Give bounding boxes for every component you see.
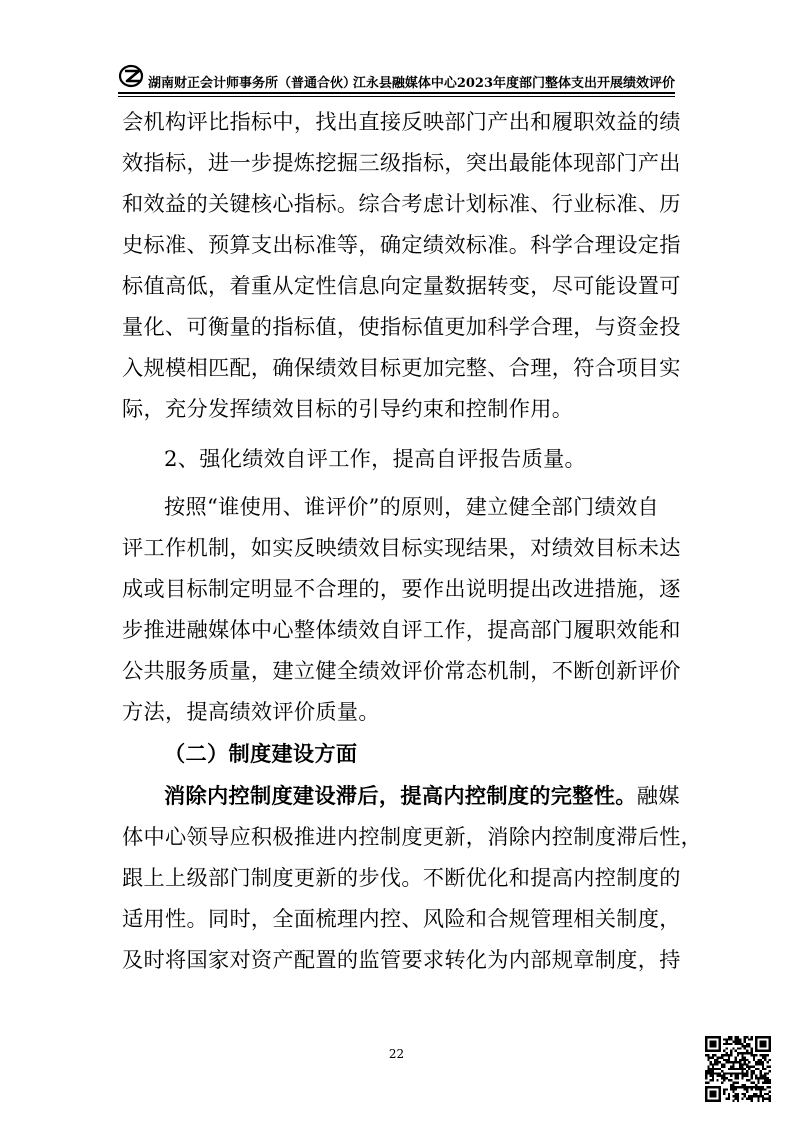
firm-logo-icon [118,64,152,88]
page-header [118,62,675,94]
text-line: 和效益的关键核心指标。综合考虑计划标准、行业标准、历 [122,191,681,216]
text-line: 按照“谁使用、谁评价”的原则，建立健全部门绩效自 [164,494,659,519]
text-line: 步推进融媒体中心整体绩效自评工作，提高部门履职效能和 [122,617,681,642]
text-line: 标值高低，着重从定性信息向定量数据转变，尽可能设置可 [122,273,681,298]
text-line [164,782,680,810]
text-line: 适用性。同时，全面梳理内控、风险和合规管理相关制度， [122,906,681,931]
section-heading: （二）制度建设方面 [164,741,358,766]
text-line: 体中心领导应积极推进内控制度更新，消除内控制度滞后性， [122,824,703,849]
qr-code-icon [705,1036,771,1102]
subsection-heading: 2、强化绩效自评工作，提高自评报告质量。 [164,446,587,471]
text-line: 史标准、预算支出标准等，确定绩效标准。科学合理设定指 [122,232,681,257]
firm-name: 湖南财正会计师事务所（普通合伙） [148,76,357,91]
bold-lead-sentence: 消除内控制度建设滞后，提高内控制度的完整性。 [164,783,637,808]
text-run: 融媒 [636,783,680,808]
header-rule-thin [118,96,675,97]
text-line: 及时将国家对资产配置的监管要求转化为内部规章制度，持 [122,947,681,972]
text-line: 方法，提高绩效评价质量。 [122,699,380,724]
text-line: 际，充分发挥绩效目标的引导约束和控制作用。 [122,396,574,421]
text-line: 会机构评比指标中，找出直接反映部门产出和履职效益的绩 [122,109,681,134]
header-rule-thick [118,92,675,94]
text-line: 公共服务质量，建立健全绩效评价常态机制，不断创新评价 [122,658,681,683]
text-line: 跟上上级部门制度更新的步伐。不断优化和提高内控制度的 [122,865,681,890]
text-line: 效指标，进一步提炼挖掘三级指标，突出最能体现部门产出 [122,150,681,175]
text-line: 入规模相匹配，确保绩效目标更加完整、合理，符合项目实 [122,355,681,380]
text-line: 评工作机制，如实反映绩效目标实现结果，对绩效目标未达 [122,535,681,560]
text-line: 成或目标制定明显不合理的，要作出说明提出改进措施，逐 [122,576,681,601]
page-number: 22 [388,1047,405,1061]
text-line: 量化、可衡量的指标值，使指标值更加科学合理，与资金投 [122,314,681,339]
report-title: 江永县融媒体中心2023年度部门整体支出开展绩效评价 [352,76,675,91]
